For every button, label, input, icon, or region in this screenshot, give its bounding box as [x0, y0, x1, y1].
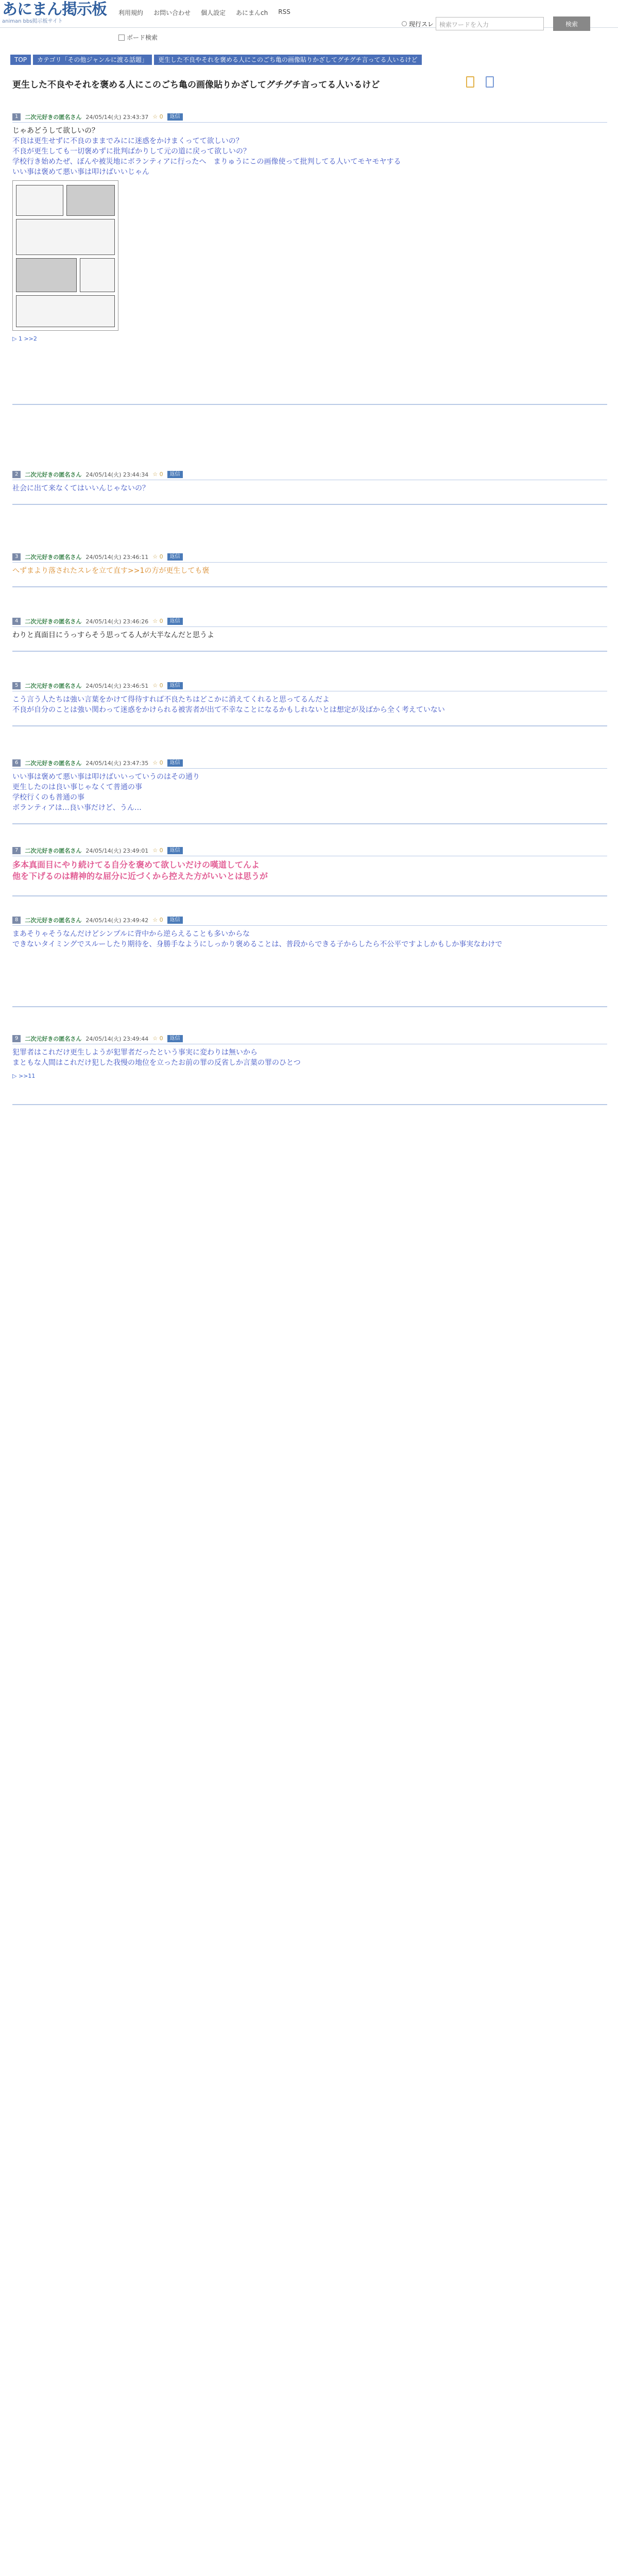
post-body	[12, 123, 607, 344]
poster-name: 二次元好きの匿名さん	[25, 471, 82, 478]
poster-name: 二次元好きの匿名さん	[25, 1035, 82, 1042]
post-line: 社会に出て来なくてはいいんじゃないの？	[12, 484, 149, 493]
like-count-value: 0	[159, 847, 163, 854]
post	[12, 680, 607, 726]
reply-links[interactable]: ▷ >>11	[12, 1073, 36, 1079]
post-line: こう言う人たちは強い言葉をかけて得待すれば不良たちはどこかに消えてくれると思ってるんだよ	[12, 696, 330, 704]
like-count-value: 0	[159, 759, 163, 766]
post-body	[12, 563, 607, 576]
like-count[interactable]: ☆ 0	[152, 847, 163, 854]
reply-button[interactable]: 返信	[167, 113, 183, 121]
post-line: じゃあどうして欲しいの？	[12, 127, 99, 135]
post-line: 不良が自分のことは強い関わって迷惑をかけられる被害者が出て不幸なことになるかもしれないとは想定が及ばから全く考えていない	[12, 706, 445, 714]
post-date: 24/05/14(火) 23:49:44	[85, 1035, 149, 1042]
post-body	[12, 1044, 607, 1081]
post	[12, 616, 607, 652]
like-count-value: 0	[159, 471, 163, 478]
board-search-toggle[interactable]	[118, 33, 158, 42]
like-count[interactable]: ☆ 0	[152, 113, 163, 120]
poster-name: 二次元好きの匿名さん	[25, 553, 82, 561]
breadcrumb-category[interactable]: カテゴリ「その他ジャンルに渡る話題」	[33, 55, 152, 65]
post-date: 24/05/14(火) 23:47:35	[85, 759, 149, 767]
post-number[interactable]: 1	[12, 113, 21, 121]
share-icon[interactable]	[486, 76, 494, 88]
poster-name: 二次元好きの匿名さん	[25, 759, 82, 767]
post-line: へずまより落されたスレを立て直す>>1の方が更生しても褒	[12, 567, 210, 575]
post-line: ボランティアは…良い事だけど、うん…	[12, 804, 142, 812]
post-header	[12, 616, 607, 627]
post-number[interactable]: 9	[12, 1035, 21, 1042]
post-number[interactable]: 4	[12, 618, 21, 625]
like-count-value: 0	[159, 618, 163, 624]
poster-name: 二次元好きの匿名さん	[25, 917, 82, 924]
like-count-value: 0	[159, 1035, 163, 1042]
post-line: 学校行き始めたぜ、ぼんや被災地にボランティアに行ったへ まりゅうにこの画像使って批判してる人いてモヤモヤする	[12, 158, 401, 166]
post-header	[12, 551, 607, 563]
post-number[interactable]: 6	[12, 759, 21, 767]
search-input[interactable]: 検索ワードを入力	[436, 17, 544, 30]
manga-panel	[16, 185, 63, 216]
like-count[interactable]: ☆ 0	[152, 759, 163, 766]
post	[12, 845, 607, 896]
post	[12, 469, 607, 505]
search-radio-label: 现行スレ	[409, 20, 434, 28]
post-body	[12, 480, 607, 494]
search-button[interactable]: 検索	[553, 16, 590, 31]
post-body	[12, 769, 607, 813]
post-date: 24/05/14(火) 23:46:51	[85, 682, 149, 689]
post-line: 不良が更生しても一切褒めずに批判ばかりして元の道に戻って欲しいの？	[12, 147, 250, 156]
post-line: まともな人間はこれだけ犯した我慢の地位を立ったお前の罪の反省しか言葉の罪のひとつ	[12, 1059, 301, 1067]
reply-button[interactable]: 返信	[167, 553, 183, 561]
like-count[interactable]: ☆ 0	[152, 553, 163, 560]
like-count-value: 0	[159, 553, 163, 560]
search-radio[interactable]	[402, 21, 407, 26]
post-header	[12, 845, 607, 856]
thread-actions	[466, 76, 494, 88]
reply-button[interactable]: 返信	[167, 759, 183, 767]
like-count[interactable]: ☆ 0	[152, 917, 163, 923]
poster-name: 二次元好きの匿名さん	[25, 618, 82, 625]
post-number[interactable]: 5	[12, 682, 21, 689]
post-line: 他を下げるのは精神的な屈分に近づくから控えた方がいいとは思うが	[12, 871, 268, 881]
post-number[interactable]: 2	[12, 471, 21, 478]
reply-button[interactable]: 返信	[167, 917, 183, 924]
nav-settings-link[interactable]: 個人設定	[201, 9, 226, 16]
poster-name: 二次元好きの匿名さん	[25, 847, 82, 854]
top-nav	[118, 8, 290, 17]
post-header	[12, 111, 607, 123]
manga-panel	[66, 185, 115, 216]
post-date: 24/05/14(火) 23:43:37	[85, 113, 149, 121]
post-line: できないタイミングでスルーしたり期待を、身勝手なようにしっかり褒めることは、普段からできる子からしたら不公平ですよしかもしか事実なわけで	[12, 940, 503, 948]
reply-button[interactable]: 返信	[167, 682, 183, 689]
nav-contact-link[interactable]: お問い合わせ	[153, 9, 191, 16]
logo-text: あにまん掲示板	[2, 1, 107, 19]
breadcrumb-thread[interactable]: 更生した不良やそれを褒める人にこのごち亀の画像貼りかざしてグチグチ言ってる人いるけど	[154, 55, 422, 65]
post-header	[12, 914, 607, 926]
like-count[interactable]: ☆ 0	[152, 1035, 163, 1042]
post-date: 24/05/14(火) 23:46:11	[85, 553, 149, 561]
post-line: 不良は更生せずに不良のままでみにに迷惑をかけまくってて欲しいの？	[12, 137, 243, 145]
manga-panel	[16, 219, 115, 255]
bookmark-icon[interactable]	[466, 76, 474, 88]
post	[12, 757, 607, 824]
post-line: まあそりゃそうなんだけどシンプルに背中から逆らえることも多いからな	[12, 930, 250, 938]
poster-name: 二次元好きの匿名さん	[25, 113, 82, 121]
thread-title: 更生した不良やそれを褒める人にこのごち亀の画像貼りかざしてグチグチ言ってる人いるけど	[12, 80, 380, 90]
post-date: 24/05/14(火) 23:49:01	[85, 847, 149, 854]
like-count-value: 0	[159, 917, 163, 923]
post-line: 多本真面目にやり続けてる自分を褒めて欲しいだけの嘆道してんよ	[12, 860, 260, 870]
nav-animanch-link[interactable]: あにまんch	[236, 9, 268, 16]
board-search-label: ボード検索	[127, 34, 158, 41]
post-line: わりと真面目にうっすらそう思ってる人が大半なんだと思うよ	[12, 631, 214, 639]
post-body	[12, 926, 607, 950]
post-images	[12, 180, 607, 331]
reply-button[interactable]: 返信	[167, 471, 183, 478]
manga-panel	[16, 295, 115, 327]
like-count-value: 0	[159, 682, 163, 689]
search-bar	[402, 16, 590, 31]
post-body	[12, 691, 607, 715]
post	[12, 914, 607, 1007]
post-header	[12, 1033, 607, 1044]
post-header	[12, 680, 607, 691]
post-body	[12, 856, 607, 882]
reply-button[interactable]: 返信	[167, 618, 183, 625]
breadcrumb-top[interactable]: TOP	[10, 55, 31, 65]
site-header	[0, 0, 618, 28]
menu-icon	[118, 35, 125, 41]
post	[12, 551, 607, 587]
manga-image[interactable]	[12, 180, 118, 331]
post-number[interactable]: 3	[12, 553, 21, 561]
post	[12, 1033, 607, 1105]
post-line: 学校行くのも普通の事	[12, 793, 84, 802]
manga-panel	[16, 258, 77, 292]
post-number[interactable]: 7	[12, 847, 21, 854]
post-number[interactable]: 8	[12, 917, 21, 924]
reply-links-value: >>11	[18, 1073, 36, 1079]
post	[12, 111, 607, 405]
post-date: 24/05/14(火) 23:46:26	[85, 618, 149, 625]
reply-links-value: 1 >>2	[18, 335, 37, 342]
post-date: 24/05/14(火) 23:49:42	[85, 917, 149, 924]
reply-button[interactable]: 返信	[167, 1035, 183, 1042]
post-header	[12, 757, 607, 769]
like-count[interactable]: ☆ 0	[152, 471, 163, 478]
nav-rss-link[interactable]: RSS	[278, 8, 290, 15]
like-count[interactable]: ☆ 0	[152, 618, 163, 624]
post-line: 犯罪者はこれだけ更生しようが犯罪者だったという事実に変わりは無いから	[12, 1048, 258, 1057]
manga-panel	[80, 258, 115, 292]
post-header	[12, 469, 607, 480]
like-count-value: 0	[159, 113, 163, 120]
post-line: いい事は褒めて悪い事は叩けばいいじゃん	[12, 168, 149, 176]
post-line: いい事は褒めて悪い事は叩けばいいっていうのはその通り	[12, 773, 200, 781]
breadcrumb	[10, 55, 422, 65]
reply-links[interactable]: ▷ 1 >>2	[12, 335, 37, 342]
like-count[interactable]: ☆ 0	[152, 682, 163, 689]
post-date: 24/05/14(火) 23:44:34	[85, 471, 149, 478]
post-body	[12, 627, 607, 640]
nav-terms-link[interactable]: 利用規約	[118, 9, 144, 16]
logo-subtitle: animan bbs掲示板サイト	[2, 19, 63, 24]
site-logo[interactable]	[2, 1, 115, 26]
poster-name: 二次元好きの匿名さん	[25, 682, 82, 689]
reply-button[interactable]: 返信	[167, 847, 183, 854]
post-line: 更生したのは良い事じゃなくて普通の事	[12, 783, 142, 791]
